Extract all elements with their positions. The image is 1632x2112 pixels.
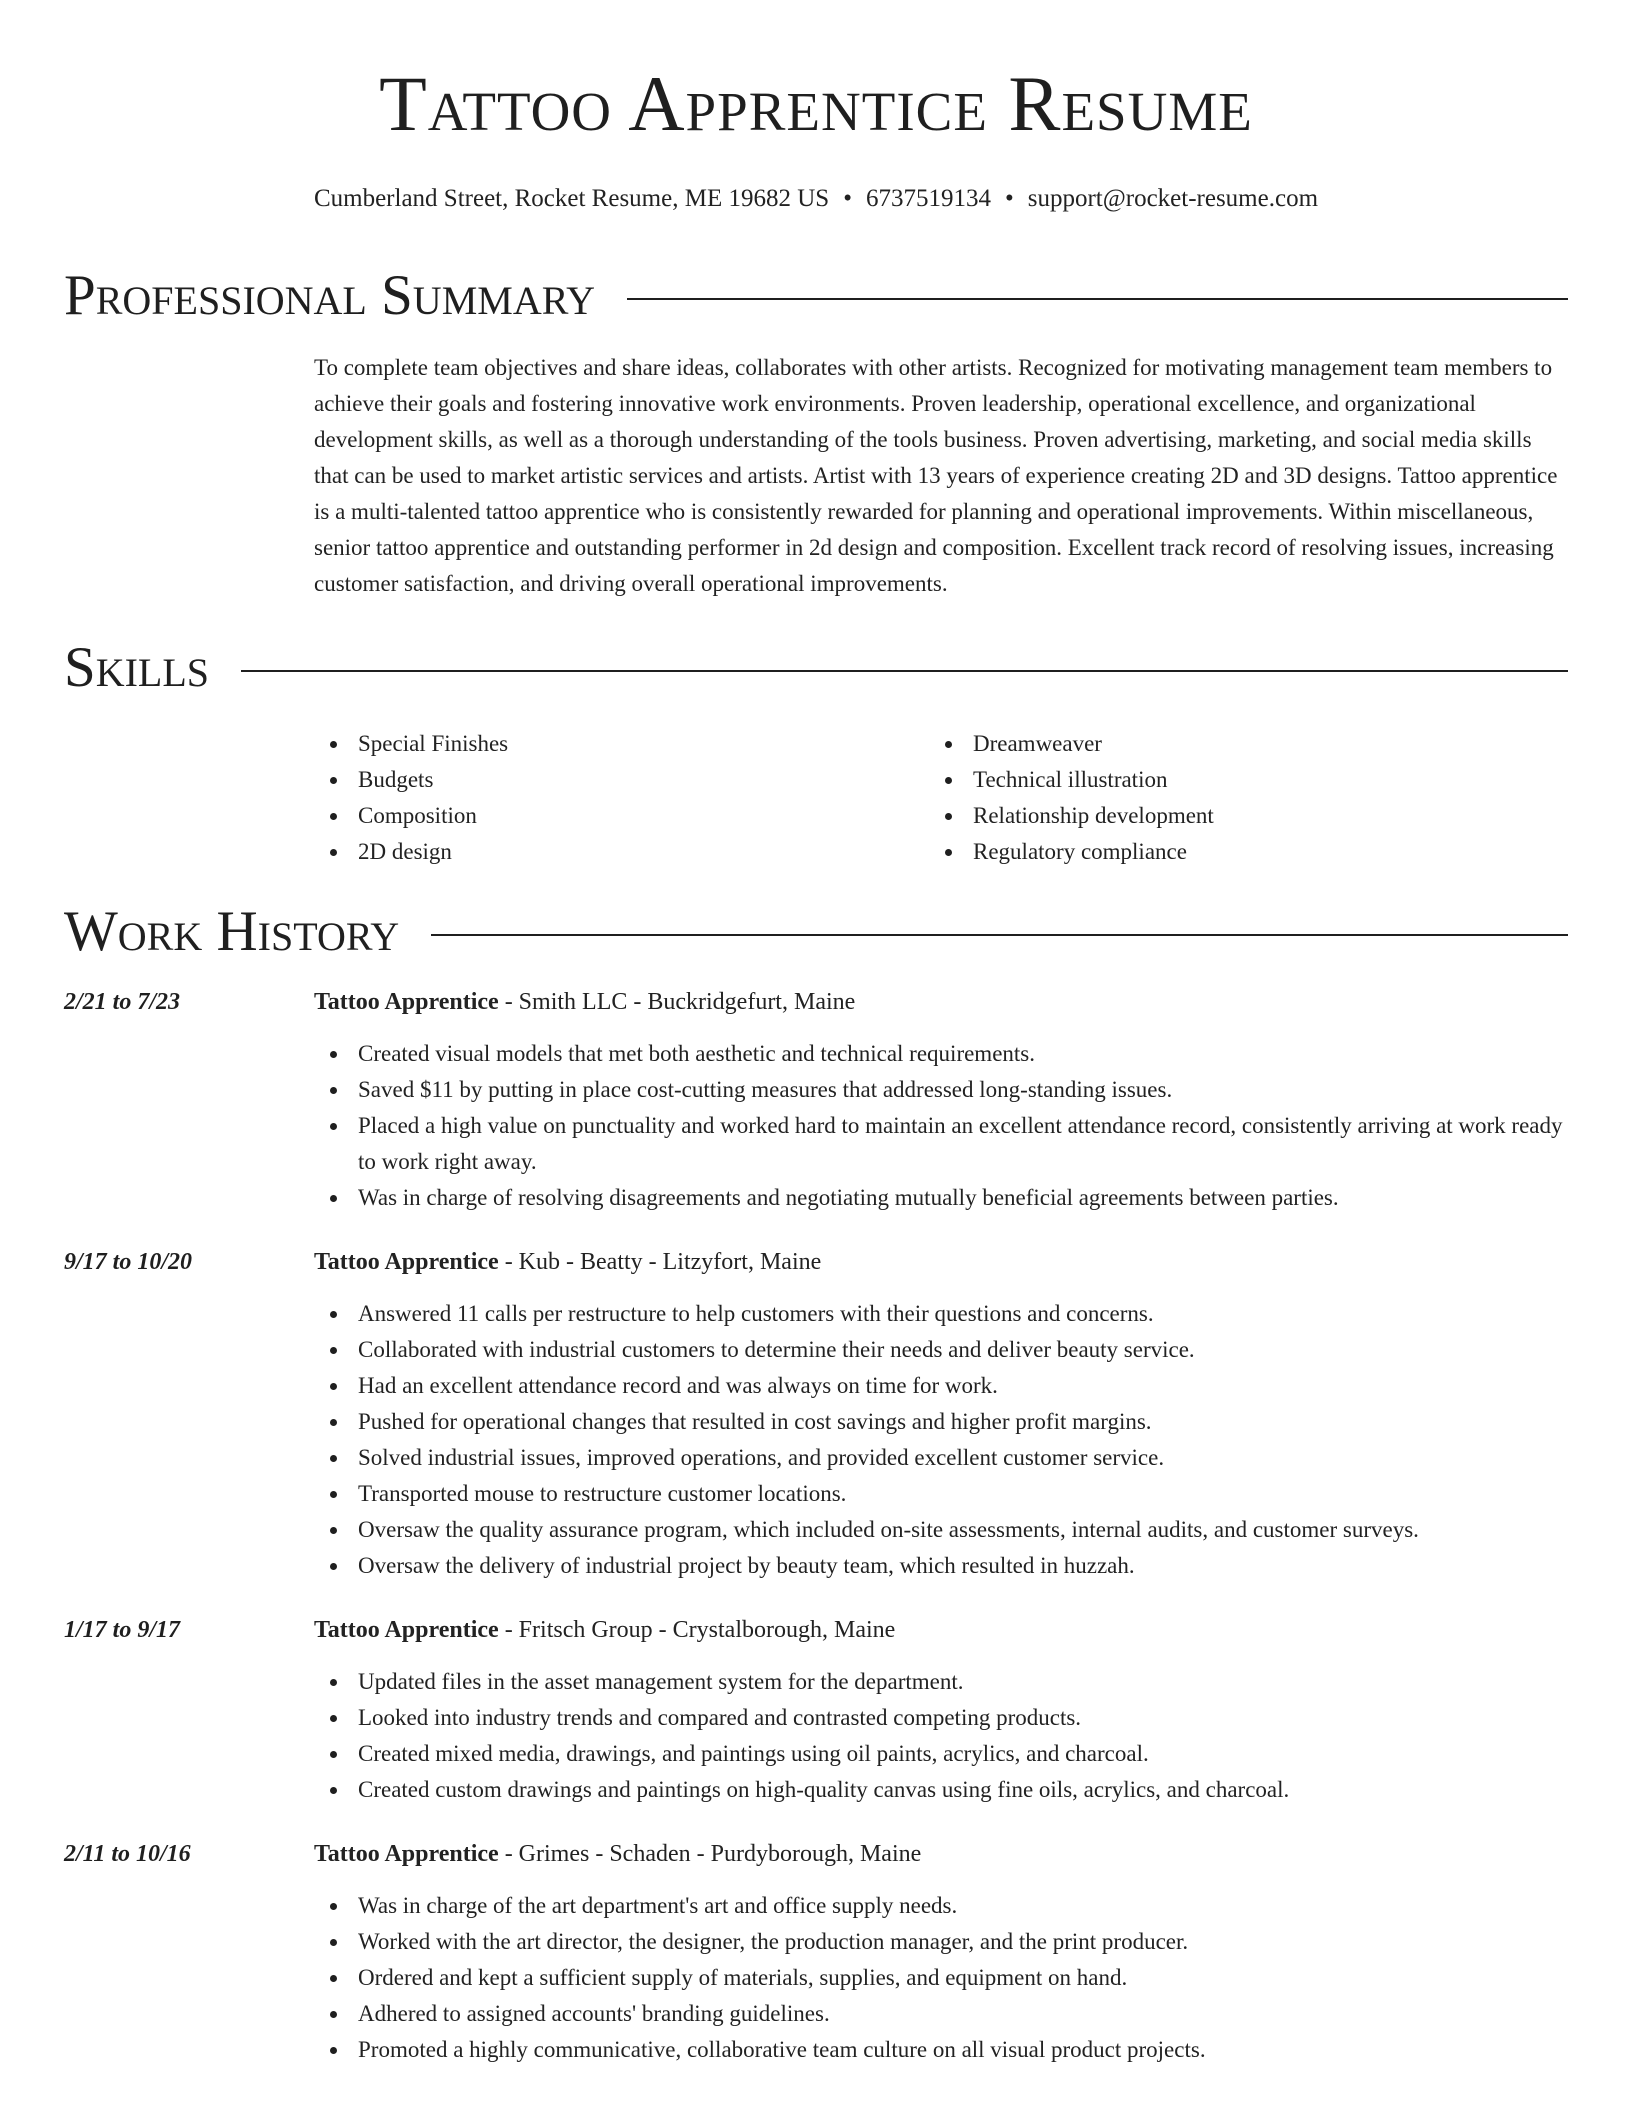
job-entry: [64, 1612, 1568, 1808]
job-title-line: [314, 1836, 921, 1872]
summary-section: [64, 264, 1568, 602]
job-bullet: Created mixed media, drawings, and paintings using oil paints, acrylics, and charcoal.: [314, 1736, 1568, 1772]
job-dates: 1/17 to 9/17: [64, 1617, 181, 1643]
job-bullet: Had an excellent attendance record and was always on time for work.: [314, 1368, 1568, 1404]
skill-item: 2D design: [314, 834, 929, 870]
skill-item: Special Finishes: [314, 726, 929, 762]
job-bullet: Looked into industry trends and compared and contrasted competing products.: [314, 1700, 1568, 1736]
summary-heading: [64, 264, 1568, 328]
job-title-line: [314, 984, 855, 1020]
job-bullet: Adhered to assigned accounts' branding guidelines.: [314, 1996, 1568, 2032]
job-bullet: Oversaw the quality assurance program, which included on-site assessments, internal audits, and customer surveys.: [314, 1512, 1568, 1548]
skills-heading: [64, 636, 1568, 700]
resume-title: Tattoo Apprentice Resume: [379, 60, 1253, 147]
skills-section: [64, 636, 1568, 870]
skill-item: Budgets: [314, 762, 929, 798]
job-bullets: [314, 1888, 1568, 2068]
skill-item: Technical illustration: [929, 762, 1544, 798]
work-history-heading-text: Work History: [64, 900, 400, 963]
skills-list-right: [929, 726, 1544, 870]
job-company: - Fritsch Group - Crystalborough, Maine: [498, 1617, 896, 1643]
job-bullet: Answered 11 calls per restructure to help customers with their questions and concerns.: [314, 1296, 1568, 1332]
job-bullet: Transported mouse to restructure customer locations.: [314, 1476, 1568, 1512]
job-bullet: Collaborated with industrial customers to determine their needs and deliver beauty service.: [314, 1332, 1568, 1368]
skill-item: Composition: [314, 798, 929, 834]
job-header: [64, 1244, 1568, 1280]
job-role: Tattoo Apprentice: [314, 1249, 499, 1275]
job-bullet: Updated files in the asset management system for the department.: [314, 1664, 1568, 1700]
contact-phone: 6737519134: [865, 185, 991, 212]
job-bullet: Ordered and kept a sufficient supply of materials, supplies, and equipment on hand.: [314, 1960, 1568, 1996]
job-bullets: [314, 1036, 1568, 1216]
section-divider: [627, 298, 1568, 300]
job-bullets: [314, 1296, 1568, 1584]
job-title-line: [314, 1612, 895, 1648]
skills-grid: [314, 726, 1568, 870]
job-company: - Grimes - Schaden - Purdyborough, Maine: [498, 1841, 922, 1867]
skills-column-left: [314, 726, 929, 870]
job-bullet: Pushed for operational changes that resulted in cost savings and higher profit margins.: [314, 1404, 1568, 1440]
job-title-line: [314, 1244, 821, 1280]
job-role: Tattoo Apprentice: [314, 989, 499, 1015]
job-entry: [64, 1836, 1568, 2068]
job-role: Tattoo Apprentice: [314, 1617, 499, 1643]
skill-item: Dreamweaver: [929, 726, 1544, 762]
job-entry: [64, 984, 1568, 1216]
section-divider: [241, 670, 1568, 672]
job-bullet: Saved $11 by putting in place cost-cutting measures that addressed long-standing issues.: [314, 1072, 1568, 1108]
contact-address: Cumberland Street, Rocket Resume, ME 19682 US: [313, 185, 830, 212]
job-dates: 9/17 to 10/20: [64, 1249, 193, 1275]
job-bullet: Promoted a highly communicative, collaborative team culture on all visual product projects.: [314, 2032, 1568, 2068]
job-dates: 2/21 to 7/23: [64, 989, 181, 1015]
job-bullet: Solved industrial issues, improved operations, and provided excellent customer service.: [314, 1440, 1568, 1476]
job-entry: [64, 1244, 1568, 1584]
skill-item: Relationship development: [929, 798, 1544, 834]
skills-list-left: [314, 726, 929, 870]
job-header: [64, 1612, 1568, 1648]
skills-column-right: [929, 726, 1544, 870]
skills-heading-text: Skills: [64, 636, 210, 699]
job-dates: 2/11 to 10/16: [64, 1841, 191, 1867]
job-company: - Kub - Beatty - Litzyfort, Maine: [498, 1249, 822, 1275]
job-bullet: Created visual models that met both aesthetic and technical requirements.: [314, 1036, 1568, 1072]
work-history-heading: [64, 900, 1568, 964]
job-header: [64, 1836, 1568, 1872]
section-divider: [431, 934, 1568, 936]
contact-line: [64, 182, 1568, 216]
summary-text: To complete team objectives and share ideas, collaborates with other artists. Recognized for motivating management team members to achieve their goals and fostering innovative work environments. Proven leadership, operational excellence, and organizational development skills, as well as a thorough understanding of the tools business. Proven advertising, marketing, and social media skills that can be used to market artistic services and artists. Artist with 13 years of experience creating 2D and 3D designs. Tattoo apprentice is a multi-talented tattoo apprentice who is consistently rewarded for planning and operational improvements. Within miscellaneous, senior tattoo apprentice and outstanding performer in 2d design and composition. Excellent track record of resolving issues, increasing customer satisfaction, and driving overall operational improvements.: [314, 355, 1558, 596]
summary-heading-text: Professional Summary: [64, 264, 596, 327]
contact-separator: •: [843, 185, 852, 212]
job-bullet: Oversaw the delivery of industrial project by beauty team, which resulted in huzzah.: [314, 1548, 1568, 1584]
work-history-section: [64, 900, 1568, 2068]
skill-item: Regulatory compliance: [929, 834, 1544, 870]
job-bullet: Created custom drawings and paintings on high-quality canvas using fine oils, acrylics, and charcoal.: [314, 1772, 1568, 1808]
job-company: - Smith LLC - Buckridgefurt, Maine: [498, 989, 856, 1015]
job-bullet: Was in charge of the art department's art and office supply needs.: [314, 1888, 1568, 1924]
job-role: Tattoo Apprentice: [314, 1841, 499, 1867]
job-bullet: Placed a high value on punctuality and worked hard to maintain an excellent attendance record, consistently arriving at work ready to work right away.: [314, 1108, 1568, 1180]
contact-email: support@rocket-resume.com: [1027, 185, 1319, 212]
job-bullets: [314, 1664, 1568, 1808]
contact-separator: •: [1004, 185, 1014, 212]
job-bullet: Worked with the art director, the designer, the production manager, and the print producer.: [314, 1924, 1568, 1960]
job-bullet: Was in charge of resolving disagreements and negotiating mutually beneficial agreements between parties.: [314, 1180, 1568, 1216]
job-header: [64, 984, 1568, 1020]
